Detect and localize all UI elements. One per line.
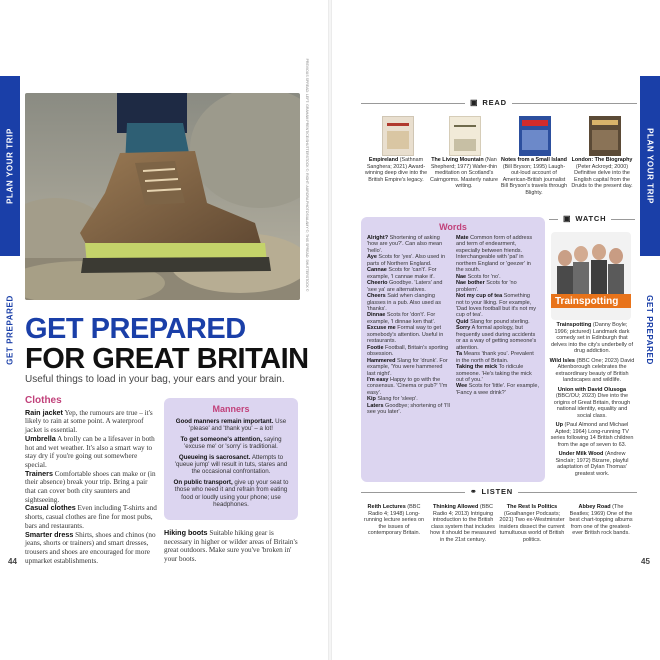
book-cover-notes-small-island <box>519 116 551 156</box>
words-column-right <box>456 235 539 416</box>
word-entry: Footie Football, Britain's sporting obsession. <box>367 344 449 358</box>
book-cover-london-biography <box>589 116 621 156</box>
book-entry: London: The Biography (Peter Ackroyd; 2000) Definitive delve into the English capital from the Druids to the present day. <box>571 157 633 189</box>
word-entry: Sorry A formal apology, but frequently used during accidents or as a way of getting someone's attention. <box>456 325 537 351</box>
word-entry: Cheers Said when clanging glasses in a pub. Also used as 'thanks'. <box>367 293 441 312</box>
listen-entry: The Rest Is Politics (Goalhanger Podcasts; 2021) Two ex-Westminster insiders dissect the current tumultuous world of British politics. <box>499 504 565 543</box>
book-cover-empireland <box>382 116 414 156</box>
manners-item: Queueing is sacrosanct. Attempts to 'queue jump' will result in tuts, stares and the occasional confrontation. <box>174 453 288 476</box>
book-cover-living-mountain <box>449 116 481 156</box>
clothes-heading: Clothes <box>25 395 62 406</box>
book-entry: Empireland (Sathnam Sanghera; 2021) Award-winning deep dive into the British Empire's legacy. <box>364 157 428 183</box>
manners-item: To get someone's attention, saying 'excuse me' or 'sorry' is traditional. <box>180 435 282 451</box>
word-entry: Wee Scots for 'little'. For example, 'Fancy a wee drink?' <box>456 383 540 396</box>
clothes-item: Casual clothes Even including T-shirts and shorts, casual clothes are fine for most pubs, bars and restaurants. <box>25 503 157 530</box>
watch-entry: Union with David Olusoga (BBC/OU; 2023) Dive into the origins of Great Britain, through national identity, equality and social class. <box>553 386 631 419</box>
manners-item: On public transport, give up your seat to those who need it and refrain from eating food or loudly using your phone; use headphones. <box>173 478 289 509</box>
word-entry: Cannae Scots for 'can't'. For example, 'I cannae make it'. <box>367 267 437 280</box>
word-entry: Mate Common form of address and term of endearment, especially between friends. Interchangeable with 'pal' in northern England or 'geezer' in the south. <box>456 235 533 274</box>
watch-list <box>549 322 635 480</box>
word-entry: Kip Slang for 'sleep'. <box>367 396 418 403</box>
section-tab-right[interactable] <box>640 76 660 256</box>
watch-entry: Up (Paul Almond and Michael Apted; 1964) Long-running TV series following 14 British children from the age of seven to 63. <box>550 422 634 448</box>
page-subtitle: Useful things to load in your bag, your ears and your brain. <box>25 374 285 385</box>
watch-label: ▣ WATCH <box>558 214 611 223</box>
word-entry: Ta Means 'thank you'. Prevalent in the north of Britain. <box>456 351 534 364</box>
words-box <box>361 217 545 482</box>
word-entry: Cheerio Goodbye. 'Laters' and 'see ya' are alternatives. <box>367 280 443 293</box>
word-entry: Hammered Slang for 'drunk'. For example, 'You were hammered last night'. <box>367 357 448 377</box>
photo-credit: PREVIOUS SPREAD: LEFT: GRAHAM PRENTICE/SHUTTERSTOCK ©; RIGHT: AURORA PHOTOS/ALAMY ©; THIS SPREAD: SHUTTERSTOCK © <box>305 58 309 292</box>
clothes-section <box>25 397 158 565</box>
page-number-right: 45 <box>641 557 650 566</box>
word-entry: Nae Scots for 'no'. <box>456 273 501 280</box>
listen-entry: Thinking Allowed (BBC Radio 4; 2013) Intriguing introduction to the British class system that includes how it should be measured in the 21st century. <box>430 504 496 543</box>
listen-entry: Abbey Road (The Beatles; 1969) One of the best chart-topping albums from one of the greatest-ever British rock bands. <box>569 504 633 537</box>
book-entry: Notes from a Small Island (Bill Bryson; 1995) Laugh-out-loud account of American-British journalist Bill Bryson's travels through Blighty. <box>500 157 568 196</box>
page-number-left: 44 <box>8 557 17 566</box>
words-heading: Words <box>439 222 467 232</box>
clothes-item: Trainers Comfortable shoes can make or (in their absence) break your trip. Bring a pair that can cover both city saunters and sightseeing. <box>25 468 156 504</box>
read-label: ▣ READ <box>465 98 512 107</box>
word-entry: I'm easy Happy to go with the consensus. 'Cinema or pub?' 'I'm easy'. <box>367 376 448 396</box>
watch-entry: Trainspotting (Danny Boyle; 1996; pictured) Landmark dark comedy set in Edinburgh that delves into the city's underbelly of drug addiction. <box>550 322 634 354</box>
trainspotting-poster <box>551 232 631 320</box>
watch-entry: Wild Isles (BBC One; 2023) David Attenborough celebrates the extraordinary beauty of British landscapes and wildlife. <box>549 357 635 383</box>
word-entry: Quid Slang for pound sterling. <box>456 318 530 325</box>
section-tab-right-label: PLAN YOUR TRIP <box>645 128 655 204</box>
clothes-item: Smarter dress Shirts, shoes and chinos (no jeans, shorts or trainers) and smart dresses, trousers and shoes are encouraged for more upmarket establishments. <box>25 529 156 565</box>
listen-entry: Reith Lectures (BBC Radio 4; 1948) Long-running lecture series on the issues of contemporary Britain. <box>363 504 425 537</box>
hiking-boots-item: Hiking boots Suitable hiking gear is necessary in higher or wilder areas of Britain's great outdoors. Make sure you've 'broken in' your boots. <box>164 528 298 564</box>
chapter-label-left: GET PREPARED <box>5 295 15 365</box>
hiking-boot-photo <box>25 93 300 300</box>
section-tab-left[interactable] <box>0 76 20 256</box>
book-entry: The Living Mountain (Nan Shepherd; 1977) Wafer-thin meditation on Scotland's Cairngorms. Masterly nature writing. <box>429 157 498 189</box>
word-entry: Excuse me Formal way to get somebody's attention. Useful in restaurants. <box>367 325 444 345</box>
manners-box <box>164 398 298 520</box>
word-entry: Laters Goodbye; shortening of 'I'll see you later'. <box>367 402 450 416</box>
clothes-item: Rain jacket Yep, the rumours are true – it's likely to rain at some point. A waterproof jacket is essential. <box>25 407 153 435</box>
clothes-item: Umbrella A brolly can be a lifesaver in both hot and wet weather. It's also a smart way to stay dry if you're going out somewhere special. <box>25 433 155 469</box>
poster-title: Trainspotting <box>555 296 619 307</box>
word-entry: Nae bother Scots for 'no problem'. <box>456 280 517 293</box>
word-entry: Dinnae Scots for 'don't'. For example, 'I dinnae ken that'. <box>367 312 436 325</box>
page-title-line-2: FOR GREAT BRITAIN <box>25 343 309 375</box>
word-entry: Taking the mick To ridicule someone. 'He's taking the mick out of you.' <box>456 364 532 383</box>
word-entry: Not my cup of tea Something not to your liking. For example, 'Dad loves football but it's not my cup of tea'. <box>456 293 537 319</box>
page-title-line-1: GET PREPARED <box>25 313 246 345</box>
watch-entry: Under Milk Wood (Andrew Sinclair; 1972) Bizarre, playful adaptation of Dylan Thomas' greatest work. <box>555 451 629 477</box>
listen-label: ⚭ LISTEN <box>465 487 518 496</box>
words-column-left <box>367 235 450 416</box>
book-icon: ▣ <box>470 98 479 107</box>
chapter-label-right: GET PREPARED <box>645 295 655 365</box>
tv-icon: ▣ <box>563 214 572 223</box>
manners-heading: Manners <box>212 404 250 414</box>
word-entry: Alright? Shortening of asking 'how are you?'. Can also mean 'hello'. <box>367 235 443 254</box>
manners-item: Good manners remain important. Use 'please' and 'thank you' – a lot! <box>175 418 287 433</box>
word-entry: Aye Scots for 'yes'. Also used in parts of Northern England. <box>367 254 446 267</box>
headphones-icon: ⚭ <box>470 487 478 496</box>
section-tab-left-label: PLAN YOUR TRIP <box>5 128 15 204</box>
page-title <box>25 314 309 374</box>
